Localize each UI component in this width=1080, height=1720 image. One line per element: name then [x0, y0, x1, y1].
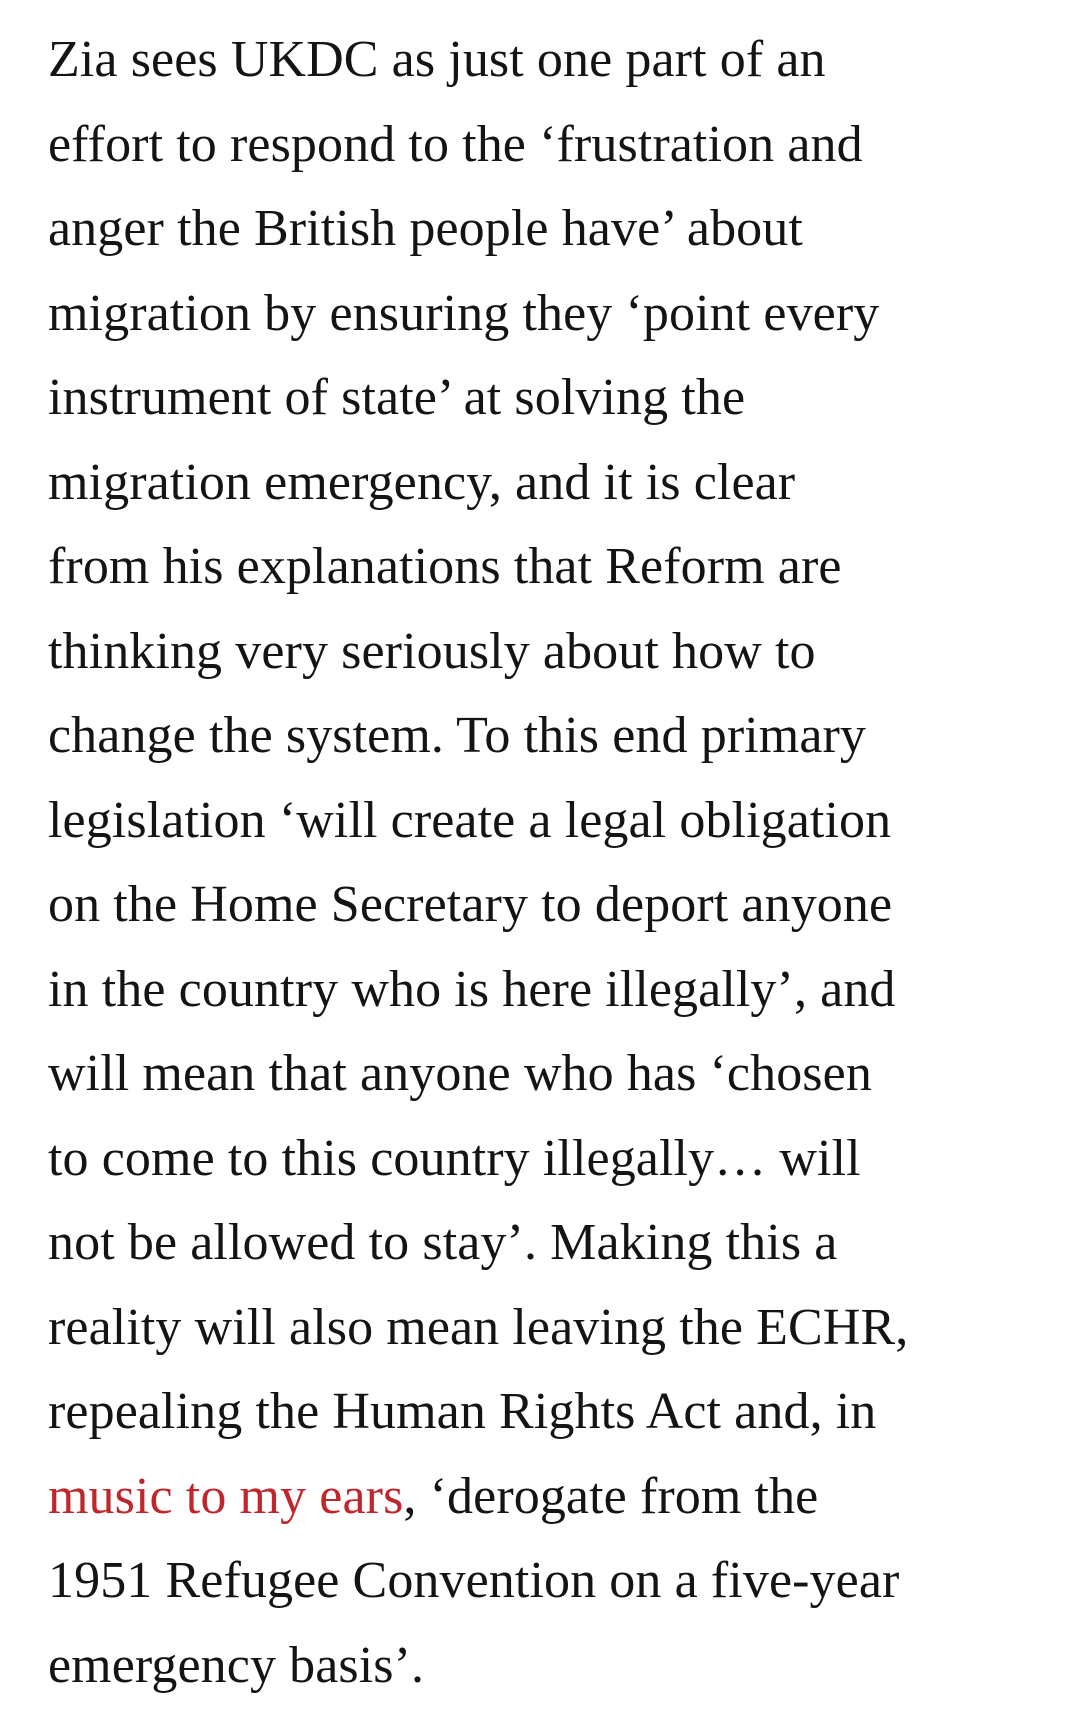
paragraph-line: change the system. To this end primary	[48, 707, 867, 764]
paragraph-line: reality will also mean leaving the ECHR,	[48, 1298, 909, 1356]
article-body	[48, 18, 1058, 1708]
paragraph-line: 1951 Refugee Convention on a five-year	[48, 1552, 900, 1609]
paragraph-line: legislation ‘will create a legal obligation	[48, 791, 892, 849]
paragraph-line: thinking very seriously about how to	[48, 622, 816, 680]
paragraph-line: from his explanations that Reform are	[48, 538, 842, 595]
paragraph-line: emergency basis’.	[48, 1636, 425, 1694]
paragraph-line: effort to respond to the ‘frustration and	[48, 115, 863, 173]
paragraph-line-with-link	[48, 1455, 1058, 1540]
article-paragraph	[48, 18, 1058, 1708]
paragraph-line: migration emergency, and it is clear	[48, 453, 796, 511]
paragraph-line: to come to this country illegally… will	[48, 1129, 861, 1187]
paragraph-line: repealing the Human Rights Act and, in	[48, 1383, 877, 1440]
paragraph-line: Zia sees UKDC as just one part of an	[48, 31, 826, 88]
paragraph-line: on the Home Secretary to deport anyone	[48, 876, 893, 933]
paragraph-line: in the country who is here illegally’, and	[48, 960, 896, 1018]
paragraph-line: anger the British people have’ about	[48, 200, 803, 257]
paragraph-line: instrument of state’ at solving the	[48, 369, 746, 426]
music-to-my-ears-link[interactable]: music to my ears	[48, 1467, 404, 1525]
paragraph-text: , ‘derogate from the	[403, 1467, 819, 1525]
paragraph-line: migration by ensuring they ‘point every	[48, 284, 880, 342]
paragraph-line: will mean that anyone who has ‘chosen	[48, 1045, 872, 1102]
paragraph-line: not be allowed to stay’. Making this a	[48, 1214, 838, 1271]
